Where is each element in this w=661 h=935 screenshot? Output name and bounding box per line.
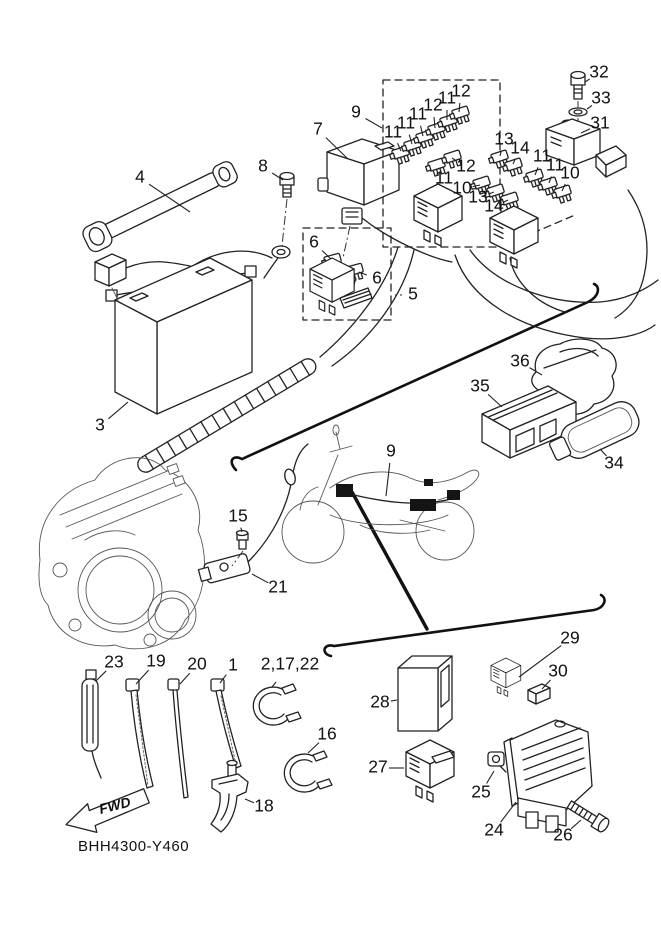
callout-24-6: 6: [372, 267, 382, 288]
callout-leader-38-16: [308, 743, 319, 753]
callout-26-3: 3: [95, 414, 105, 435]
callout-13-13: 13: [468, 186, 488, 207]
fwd-arrow: [62, 788, 153, 839]
callout-40-28: 28: [370, 691, 390, 712]
callout-7-12: 12: [423, 94, 443, 115]
callout-1-8: 8: [258, 155, 268, 176]
callout-46-26: 26: [553, 824, 573, 845]
callout-leader-3-9: [366, 119, 383, 129]
callout-leader-32-21: [252, 574, 268, 583]
callout-39-18: 18: [254, 795, 274, 816]
callout-14-14: 14: [484, 195, 504, 216]
callout-leader-34-19: [136, 670, 149, 684]
callout-17-11: 11: [532, 145, 552, 166]
callout-leader-39-18: [245, 799, 254, 803]
callout-leader-37-2,17,22: [272, 682, 276, 687]
callout-34-19: 19: [146, 650, 166, 671]
callout-5-11: 11: [396, 112, 416, 133]
callout-leader-26-3: [108, 402, 128, 419]
part-ecu-group: [482, 339, 644, 468]
callout-25-5: 5: [408, 283, 418, 304]
callout-21-33: 33: [591, 87, 611, 108]
bottom-right-parts: [398, 656, 611, 834]
callout-42-29: 29: [560, 627, 580, 648]
callout-2-7: 7: [313, 118, 323, 139]
callout-6-11: 11: [408, 103, 428, 124]
callout-16-14: 14: [510, 137, 530, 158]
callout-28-35: 35: [470, 375, 490, 396]
callout-leader-40-28: [391, 700, 397, 701]
part-relay-bracket: [318, 139, 399, 258]
part-speed-sensor: [197, 444, 308, 585]
callout-37-2,17,22: 2,17,22: [260, 653, 320, 674]
callout-9-12: 12: [451, 80, 471, 101]
callout-30-9: 9: [386, 440, 396, 461]
part-battery: [95, 254, 256, 414]
callout-44-25: 25: [471, 781, 491, 802]
callout-leader-30-9: [386, 463, 390, 496]
callout-27-36: 36: [510, 350, 530, 371]
callout-11-11: 11: [434, 167, 454, 188]
callout-22-31: 31: [590, 112, 610, 133]
callout-19-10: 10: [560, 162, 580, 183]
callout-10-12: 12: [456, 155, 476, 176]
callout-29-34: 34: [604, 452, 624, 473]
callout-8-11: 11: [437, 87, 457, 108]
callout-35-20: 20: [187, 653, 207, 674]
callout-3-9: 9: [351, 101, 361, 122]
callout-23-6: 6: [309, 231, 319, 252]
callout-leader-33-23: [96, 671, 106, 681]
callout-20-32: 32: [589, 61, 609, 82]
callout-31-15: 15: [228, 505, 248, 526]
callout-18-11: 11: [545, 154, 565, 175]
part-terminal-bolt: [264, 173, 294, 279]
callout-32-21: 21: [268, 576, 288, 597]
callout-43-30: 30: [548, 660, 568, 681]
callout-38-16: 16: [317, 723, 337, 744]
part-battery-strap: [80, 158, 240, 255]
callout-41-27: 27: [368, 756, 388, 777]
callout-0-4: 4: [135, 166, 145, 187]
engine-sketch: [39, 458, 204, 649]
callout-45-24: 24: [484, 819, 504, 840]
callout-15-13: 13: [494, 128, 514, 149]
callout-4-11: 11: [383, 121, 403, 142]
callout-12-10: 10: [452, 177, 472, 198]
callout-33-23: 23: [104, 651, 124, 672]
fwd-label: FWD: [97, 793, 133, 817]
callout-leader-35-20: [180, 673, 190, 684]
callout-36-1: 1: [228, 654, 238, 675]
drawing-number: BHH4300-Y460: [78, 838, 190, 855]
callout-leader-28-35: [488, 394, 502, 407]
